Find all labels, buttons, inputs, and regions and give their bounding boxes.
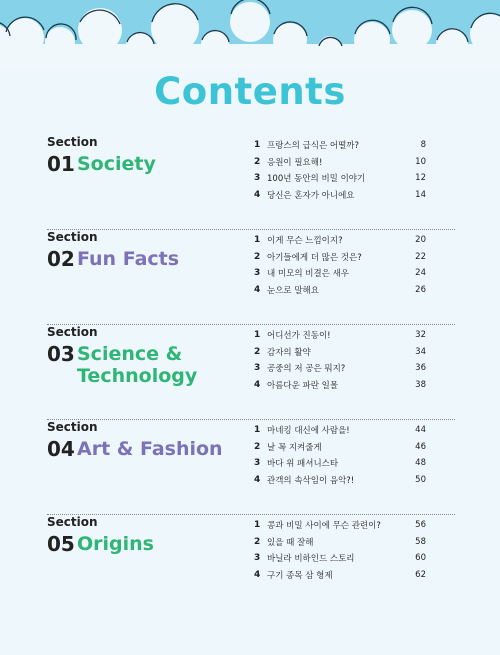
section-items [254, 517, 426, 583]
toc-item[interactable] [254, 344, 426, 361]
toc-item[interactable] [254, 377, 426, 394]
item-title: 응원이 필요해! [267, 157, 323, 168]
item-page-number: 26 [415, 284, 426, 295]
item-page-number: 22 [415, 251, 426, 262]
toc-item[interactable] [254, 422, 426, 439]
item-number: 4 [254, 474, 261, 485]
toc-item[interactable] [254, 154, 426, 171]
section-name: Art & Fashion [77, 438, 223, 460]
item-title: 관객의 속삭임이 음악?! [267, 475, 355, 486]
section-items [254, 422, 426, 488]
item-title: 아름다운 파란 일몰 [267, 380, 339, 391]
toc-item[interactable] [254, 187, 426, 204]
item-page-number: 44 [415, 425, 426, 436]
toc-item[interactable] [254, 567, 426, 584]
item-page-number: 46 [415, 441, 426, 452]
item-number: 2 [254, 251, 261, 262]
section-label: Section [47, 135, 98, 149]
toc-item[interactable] [254, 455, 426, 472]
item-number: 3 [254, 268, 261, 279]
contents-list [47, 135, 455, 610]
toc-item[interactable] [254, 265, 426, 282]
item-number: 1 [254, 330, 261, 341]
cloud-header-illustration [0, 0, 500, 70]
toc-item[interactable] [254, 327, 426, 344]
section-heading [47, 420, 247, 461]
item-page-number: 8 [420, 140, 426, 151]
section-name: Society [77, 153, 156, 175]
item-page-number: 56 [415, 520, 426, 531]
item-number: 2 [254, 536, 261, 547]
item-title: 눈으로 말해요 [267, 285, 319, 296]
item-number: 2 [254, 441, 261, 452]
section-label: Section [47, 230, 98, 244]
section-3 [47, 325, 455, 420]
item-title: 내 미모의 비결은 새우 [267, 269, 350, 280]
item-page-number: 10 [415, 156, 426, 167]
section-number: 01 [47, 152, 75, 176]
item-page-number: 62 [415, 569, 426, 580]
section-items [254, 327, 426, 393]
item-page-number: 34 [415, 346, 426, 357]
item-page-number: 50 [415, 474, 426, 485]
item-number: 1 [254, 520, 261, 531]
item-page-number: 48 [415, 458, 426, 469]
item-number: 3 [254, 553, 261, 564]
toc-item[interactable] [254, 472, 426, 489]
item-page-number: 32 [415, 330, 426, 341]
item-title: 있을 때 잘해 [267, 537, 314, 548]
section-heading [47, 135, 247, 176]
section-5 [47, 515, 455, 610]
item-title: 프랑스의 급식은 어떨까? [267, 141, 360, 152]
toc-item[interactable] [254, 282, 426, 299]
item-page-number: 60 [415, 553, 426, 564]
item-number: 3 [254, 458, 261, 469]
item-number: 2 [254, 156, 261, 167]
item-number: 1 [254, 235, 261, 246]
item-page-number: 24 [415, 268, 426, 279]
item-page-number: 38 [415, 379, 426, 390]
item-title: 어디선가 진동이! [267, 331, 331, 342]
item-number: 4 [254, 569, 261, 580]
item-title: 100년 동안의 비밀 이야기 [267, 174, 366, 185]
item-number: 4 [254, 189, 261, 200]
item-number: 1 [254, 425, 261, 436]
section-number: 03 [47, 342, 75, 366]
section-label: Section [47, 515, 98, 529]
toc-item[interactable] [254, 232, 426, 249]
item-number: 3 [254, 363, 261, 374]
item-page-number: 12 [415, 173, 426, 184]
item-title: 마네킹 대신에 사람을! [267, 426, 350, 437]
section-number: 02 [47, 247, 75, 271]
toc-item[interactable] [254, 534, 426, 551]
item-title: 아기들에게 더 많은 것은? [267, 252, 362, 263]
toc-item[interactable] [254, 439, 426, 456]
item-title: 당신은 혼자가 아니에요 [267, 190, 355, 201]
item-title: 공중의 저 공은 뭐지? [267, 364, 346, 375]
section-label: Section [47, 420, 98, 434]
toc-item[interactable] [254, 170, 426, 187]
section-name: Fun Facts [77, 248, 180, 270]
toc-item[interactable] [254, 249, 426, 266]
page-title: Contents [154, 70, 346, 113]
section-heading [47, 230, 247, 271]
item-page-number: 20 [415, 235, 426, 246]
item-title: 콩과 비밀 사이에 무슨 관련이? [267, 521, 381, 532]
item-title: 바닐라 비하인드 스토리 [267, 554, 355, 565]
item-title: 이게 무슨 느낌이지? [267, 236, 343, 247]
section-1 [47, 135, 455, 230]
item-title: 구기 종목 삼 형제 [267, 570, 333, 581]
item-number: 3 [254, 173, 261, 184]
section-label: Section [47, 325, 98, 339]
item-number: 2 [254, 346, 261, 357]
item-page-number: 58 [415, 536, 426, 547]
section-heading [47, 325, 247, 387]
item-title: 바다 위 패셔니스타 [267, 459, 339, 470]
section-number: 04 [47, 437, 75, 461]
section-number: 05 [47, 532, 75, 556]
toc-item[interactable] [254, 550, 426, 567]
item-number: 1 [254, 140, 261, 151]
item-title: 날 꼭 지켜줄게 [267, 442, 322, 453]
item-number: 4 [254, 284, 261, 295]
section-2 [47, 230, 455, 325]
item-page-number: 36 [415, 363, 426, 374]
section-items [254, 137, 426, 203]
section-name: Science & Technology [77, 343, 198, 387]
section-name: Origins [77, 533, 154, 555]
toc-item[interactable] [254, 517, 426, 534]
section-items [254, 232, 426, 298]
item-title: 감자의 활약 [267, 347, 311, 358]
section-heading [47, 515, 247, 556]
section-4 [47, 420, 455, 515]
item-number: 4 [254, 379, 261, 390]
toc-item[interactable] [254, 137, 426, 154]
toc-item[interactable] [254, 360, 426, 377]
item-page-number: 14 [415, 189, 426, 200]
